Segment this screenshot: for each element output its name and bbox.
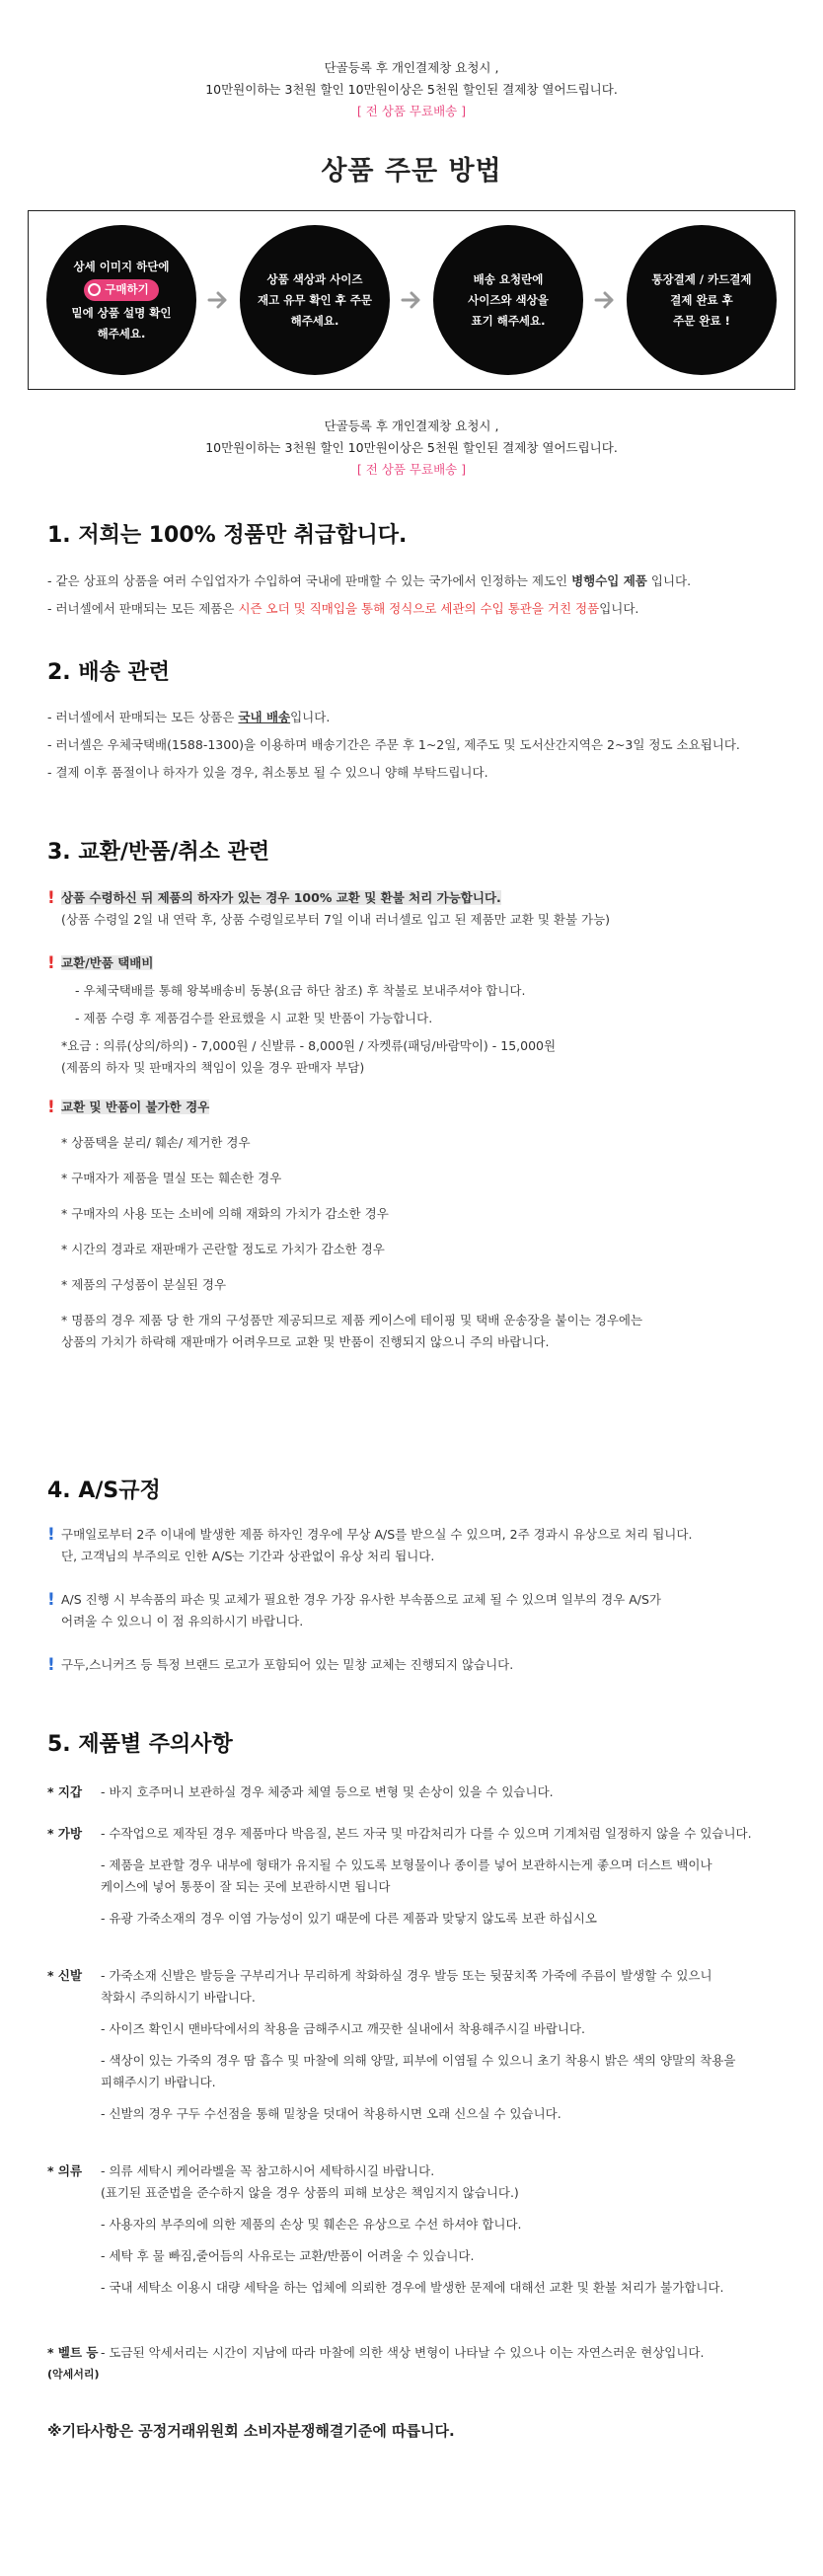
free-shipping-label: [ 전 상품 무료배송 ] <box>356 462 467 478</box>
section-1-line-1 <box>47 570 776 592</box>
care-text: - 바지 호주머니 보관하실 경우 체중과 체열 등으로 변형 및 손상이 있을 수 있습니다. <box>101 1784 554 1800</box>
text: 입니다. <box>290 709 331 724</box>
care-label: * 의류 <box>47 2163 83 2179</box>
free-shipping-label: [ 전 상품 무료배송 ] <box>356 104 467 118</box>
section-care <box>0 1727 823 2443</box>
care-text: - 사이즈 확인시 맨바닥에서의 착용을 금해주시고 깨끗한 실내에서 착용해주시길 바랍니다. <box>101 2021 586 2037</box>
shipping-fee-line-2: - 제품 수령 후 제품검수를 완료했을 시 교환 및 반품이 가능합니다. <box>75 1010 433 1025</box>
step-4-text-c: 주문 완료 ! <box>673 313 730 328</box>
arrow-right-icon <box>583 290 627 310</box>
as-block-3 <box>47 1654 776 1676</box>
order-steps-box <box>28 210 795 390</box>
no-exchange-item: * 구매자가 제품을 멸실 또는 훼손한 경우 <box>61 1170 282 1185</box>
care-text: - 유광 가죽소재의 경우 이염 가능성이 있기 때문에 다른 제품과 맞닿지 않도록 보관 하십시오 <box>101 1911 597 1927</box>
shipping-fee-heading: 교환/반품 택배비 <box>61 954 154 970</box>
section-exchange <box>0 835 823 1353</box>
care-text: 케이스에 넣어 통풍이 잘 되는 곳에 보관하시면 됩니다 <box>101 1879 391 1895</box>
care-text: - 신발의 경우 구두 수선점을 통해 밑창을 덧대어 착용하시면 오래 신으실 수 있습니다. <box>101 2106 561 2122</box>
notice-line-1: 단골등록 후 개인결제창 요청시 , <box>324 418 499 434</box>
parallel-import-text: 병행수입 제품 <box>571 573 647 589</box>
exclamation-icon: ! <box>47 1589 55 1610</box>
section-4-title: 4. A/S규정 <box>47 1477 161 1503</box>
care-belt <box>47 2342 776 2386</box>
as-text: 단, 고객님의 부주의로 인한 A/S는 기간과 상관없이 유상 처리 됩니다. <box>61 1548 435 1563</box>
care-text: - 사용자의 부주의에 의한 제품의 손상 및 훼손은 유상으로 수선 하셔야 합니다. <box>101 2217 522 2233</box>
care-text: - 국내 세탁소 이용시 대량 세탁을 하는 업체에 의뢰한 경우에 발생한 문제에 대해선 교환 및 환불 처리가 불가합니다. <box>101 2280 724 2296</box>
exclamation-icon: ! <box>47 1097 55 1117</box>
care-text: 피해주시기 바랍니다. <box>101 2075 216 2090</box>
section-2-line-1 <box>47 707 776 728</box>
no-exchange-item: 상품의 가치가 하락해 재판매가 어려우므로 교환 및 반품이 진행되지 않으니 주의 바랍니다. <box>61 1333 550 1349</box>
care-bag <box>47 1823 776 1930</box>
as-text: A/S 진행 시 부속품의 파손 및 교체가 필요한 경우 가장 유사한 부속품으로 교체 될 수 있으며 일부의 경우 A/S가 <box>61 1591 661 1607</box>
section-2-title: 2. 배송 관련 <box>47 660 170 686</box>
text: 입니다. <box>646 573 692 589</box>
as-block-1 <box>47 1524 776 1567</box>
section-5-title: 5. 제품별 주의사항 <box>47 1731 233 1757</box>
text: - 러너셀에서 판매되는 모든 제품은 <box>47 601 239 617</box>
arrow-right-icon <box>196 290 240 310</box>
step-4-text-a: 통장결제 / 카드결제 <box>651 271 752 286</box>
care-text: - 제품을 보관할 경우 내부에 형태가 유지될 수 있도록 보형물이나 종이를 넣어 보관하시는게 좋으며 더스트 백이나 <box>101 1857 712 1873</box>
step-1-text-c: 해주세요. <box>97 326 146 341</box>
section-1-title: 1. 저희는 100% 정품만 취급합니다. <box>47 523 408 549</box>
step-4-text-b: 결제 완료 후 <box>670 292 733 307</box>
step-2-circle <box>240 225 390 375</box>
care-text: - 색상이 있는 가죽의 경우 땀 흡수 및 마찰에 의해 양말, 피부에 이염될 수 있으니 초기 착용시 밝은 색의 양말의 착용을 <box>101 2053 736 2069</box>
highlight-text: 시즌 오더 및 직매입을 통해 정식으로 세관의 수입 통관을 거친 정품 <box>238 601 600 617</box>
care-text: - 수작업으로 제작된 경우 제품마다 박음질, 본드 자국 및 마감처리가 다를 수 있으며 기계처럼 일정하지 않을 수 있습니다. <box>101 1826 752 1842</box>
domestic-shipping-text: 국내 배송 <box>238 709 291 724</box>
circle-icon <box>88 283 101 296</box>
step-3-circle <box>433 225 583 375</box>
shipping-fee-line-1: - 우체국택배를 통해 왕복배송비 동봉(요금 하단 참조) 후 착불로 보내주셔야 합니다. <box>75 982 526 998</box>
exchange-block-1 <box>47 887 776 931</box>
text: - 러너셀에서 판매되는 모든 상품은 <box>47 709 239 724</box>
exclamation-icon: ! <box>47 1524 55 1545</box>
step-2-text-c: 해주세요. <box>290 313 339 328</box>
care-wallet <box>47 1781 776 1803</box>
no-exchange-item: * 제품의 구성품이 분실된 경우 <box>61 1276 227 1292</box>
buy-button-illustration <box>84 279 158 301</box>
care-shoes <box>47 1965 776 2125</box>
shipping-fee-line-3: *요금 : 의류(상의/하의) - 7,000원 / 신발류 - 8,000원 / 자켓류(패딩/바람막이) - 15,000원 <box>61 1037 557 1053</box>
care-text: - 도금된 악세서리는 시간이 지남에 따라 마찰에 의한 색상 변형이 나타날 수 있으나 이는 자연스러운 현상입니다. <box>101 2345 705 2361</box>
as-text: 구두,스니커즈 등 특정 브랜드 로고가 포함되어 있는 밑창 교체는 진행되지 않습니다. <box>61 1656 514 1672</box>
exclamation-icon: ! <box>47 952 55 973</box>
no-exchange-item: * 상품택을 분리/ 훼손/ 제거한 경우 <box>61 1134 251 1150</box>
section-3-title: 3. 교환/반품/취소 관련 <box>47 839 270 865</box>
step-3-text-a: 배송 요청란에 <box>473 271 544 286</box>
exchange-block-2 <box>47 952 776 1079</box>
defect-refund-text: 상품 수령하신 뒤 제품의 하자가 있는 경우 100% 교환 및 환불 처리 가능합니다. <box>61 889 501 905</box>
step-1-text-b: 밑에 상품 설명 확인 <box>71 305 172 320</box>
defect-refund-sub: (상품 수령일 2일 내 연락 후, 상품 수령일로부터 7일 이내 러너셀로 입고 된 제품만 교환 및 환불 가능) <box>61 911 611 927</box>
care-text: (표기된 표준법을 준수하지 않을 경우 상품의 피해 보상은 책임지지 않습니다.) <box>101 2185 519 2201</box>
section-1-line-2 <box>47 598 776 620</box>
care-label: * 벨트 등 <box>47 2345 99 2361</box>
as-text: 구매일로부터 2주 이내에 발생한 제품 하자인 경우에 무상 A/S를 받으실 수 있으며, 2주 경과시 유상으로 처리 됩니다. <box>61 1526 693 1542</box>
no-exchange-item: * 시간의 경과로 재판매가 곤란할 정도로 가치가 감소한 경우 <box>61 1241 385 1256</box>
section-authentic <box>0 518 823 620</box>
care-label: * 가방 <box>47 1826 83 1842</box>
care-label-wrap <box>47 2342 101 2386</box>
as-block-2 <box>47 1589 776 1632</box>
notice-line-1: 단골등록 후 개인결제창 요청시 , <box>324 60 499 75</box>
care-label: * 신발 <box>47 1968 83 1984</box>
buy-pill-label: 구매하기 <box>105 282 149 297</box>
section-as <box>0 1474 823 1676</box>
notice-line-2: 10만원이하는 3천원 할인 10만원이상은 5천원 할인된 결제창 열어드립니다. <box>205 440 618 456</box>
care-clothing <box>47 2160 776 2299</box>
care-text: - 세탁 후 물 빠짐,줄어듬의 사유로는 교환/반품이 어려울 수 있습니다. <box>101 2248 475 2264</box>
step-4-circle <box>627 225 777 375</box>
text: - 같은 상표의 상품을 여러 수입업자가 수입하여 국내에 판매할 수 있는 국가에서 인정하는 제도인 <box>47 573 572 589</box>
arrow-right-icon <box>390 290 433 310</box>
step-1-text-a: 상세 이미지 하단에 <box>73 259 170 273</box>
top-notice <box>0 0 823 122</box>
care-label-sub: (악세서리) <box>47 2368 100 2382</box>
mid-notice <box>0 416 823 481</box>
no-exchange-heading: 교환 및 반품이 불가한 경우 <box>61 1099 210 1114</box>
care-text: 착화시 주의하시기 바랍니다. <box>101 1990 256 2006</box>
exclamation-icon: ! <box>47 1654 55 1675</box>
step-3-text-c: 표기 해주세요. <box>471 313 546 328</box>
exclamation-icon: ! <box>47 887 55 908</box>
care-label: * 지갑 <box>47 1784 83 1800</box>
no-exchange-item: * 구매자의 사용 또는 소비에 의해 재화의 가치가 감소한 경우 <box>61 1205 389 1221</box>
order-method-title: 상품 주문 방법 <box>321 156 502 187</box>
section-2-line-2: - 러너셀은 우체국택배(1588-1300)을 이용하며 배송기간은 주문 후 1~2일, 제주도 및 도서산간지역은 2~3일 정도 소요됩니다. <box>47 736 740 752</box>
section-shipping <box>0 655 823 783</box>
shipping-fee-line-4: (제품의 하자 및 판매자의 책임이 있을 경우 판매자 부담) <box>61 1059 365 1075</box>
care-text: - 의류 세탁시 케어라벨을 꼭 참고하시어 세탁하시길 바랍니다. <box>101 2163 435 2179</box>
step-2-text-b: 재고 유무 확인 후 주문 <box>258 292 372 307</box>
as-text: 어려울 수 있으니 이 점 유의하시기 바랍니다. <box>61 1613 304 1629</box>
text: 입니다. <box>599 601 639 617</box>
exchange-block-3 <box>47 1097 776 1118</box>
final-note: ※기타사항은 공정거래위원회 소비자분쟁해결기준에 따릅니다. <box>47 2422 455 2441</box>
step-1-circle <box>46 225 196 375</box>
step-3-text-b: 사이즈와 색상을 <box>468 292 549 307</box>
section-2-line-3: - 결제 이후 품절이나 하자가 있을 경우, 취소통보 될 수 있으니 양해 부탁드립니다. <box>47 764 488 780</box>
notice-line-2: 10만원이하는 3천원 할인 10만원이상은 5천원 할인된 결제창 열어드립니다. <box>205 82 618 97</box>
care-text: - 가죽소재 신발은 발등을 구부리거나 무리하게 착화하실 경우 발등 또는 뒷꿈치쪽 가죽에 주름이 발생할 수 있으니 <box>101 1968 712 1984</box>
step-2-text-a: 상품 색상과 사이즈 <box>266 271 363 286</box>
no-exchange-item: * 명품의 경우 제품 당 한 개의 구성품만 제공되므로 제품 케이스에 테이핑 및 택배 운송장을 붙이는 경우에는 <box>61 1312 643 1327</box>
